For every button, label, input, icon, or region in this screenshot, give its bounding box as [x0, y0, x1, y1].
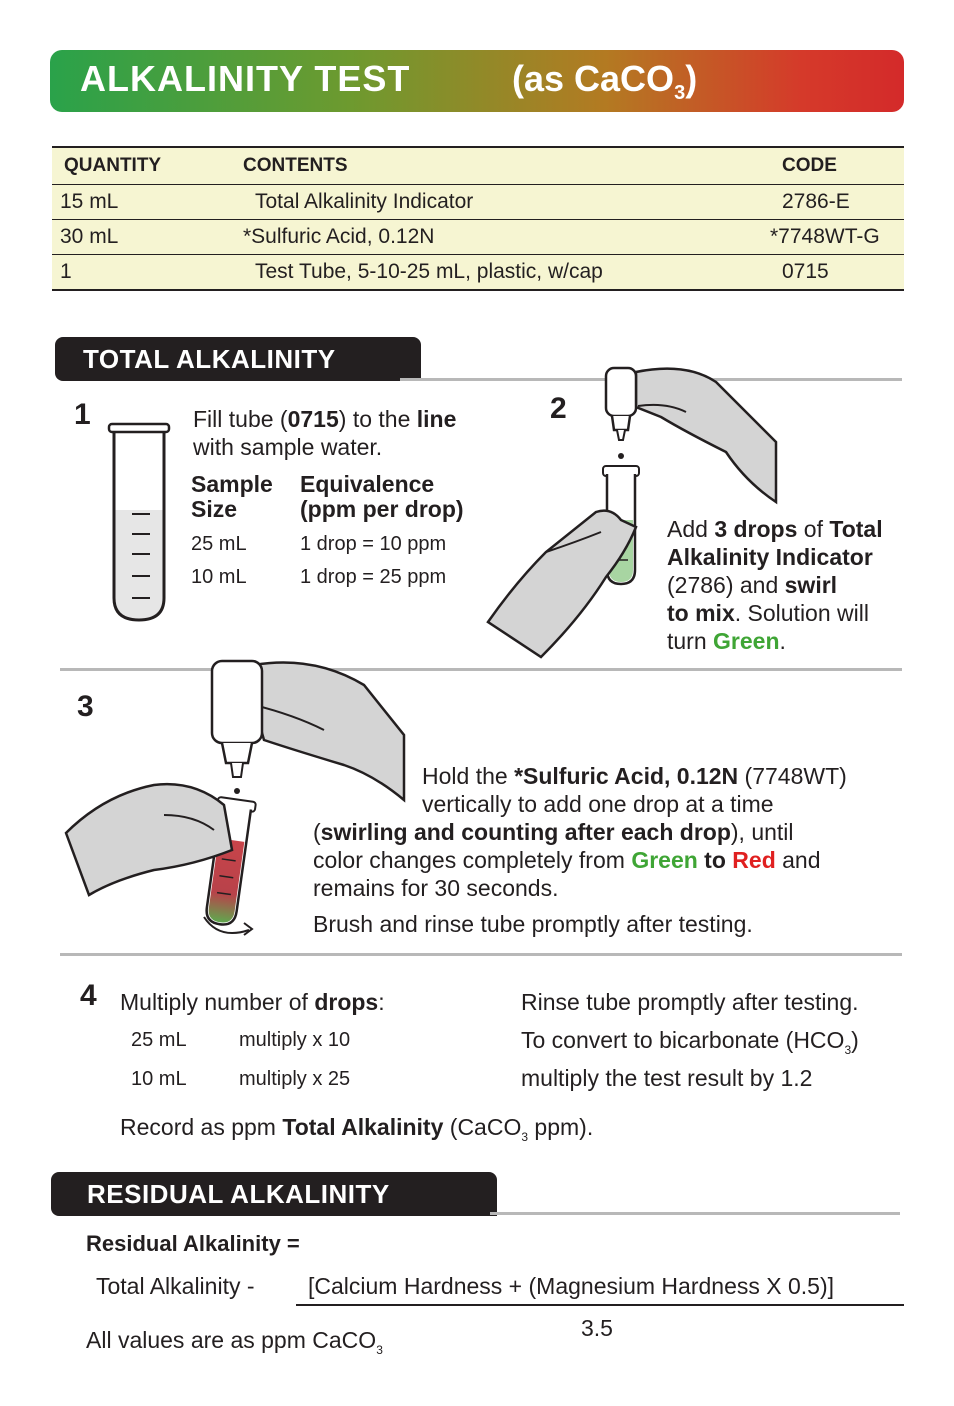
multiplier-value: multiply x 10 — [239, 1029, 351, 1051]
table-cell: *7748WT-G — [764, 220, 904, 255]
formula-divisor: 3.5 — [581, 1315, 613, 1341]
table-row — [52, 255, 904, 291]
step-2-number: 2 — [550, 392, 567, 425]
multiplier-sample: 10 mL — [131, 1068, 187, 1090]
step-4-instruction: Multiply number of drops: — [120, 989, 385, 1015]
table-cell: 30 mL — [52, 220, 233, 255]
residual-alkalinity-heading: RESIDUAL ALKALINITY — [51, 1172, 497, 1216]
page-title: ALKALINITY TEST — [80, 58, 411, 99]
sample-size-value: 10 mL — [191, 566, 247, 588]
fraction-bar — [296, 1304, 904, 1306]
step-2-instruction: Add 3 drops of Total Alkalinity Indicator (2786) and swirl to mix. Solution will turn Green. — [667, 516, 883, 654]
section-divider — [490, 1212, 900, 1215]
equivalence-value: 1 drop = 25 ppm — [300, 566, 447, 588]
step-1-instruction: Fill tube (0715) to the line — [193, 406, 457, 432]
equivalence-header: Equivalence (ppm per drop) — [300, 471, 464, 522]
column-header-code: CODE — [764, 147, 904, 185]
table-row — [52, 185, 904, 220]
multiplier-sample: 25 mL — [131, 1029, 187, 1051]
equivalence-value: 1 drop = 10 ppm — [300, 533, 447, 555]
step-1-number: 1 — [74, 398, 91, 431]
column-header-quantity: QUANTITY — [52, 147, 233, 185]
formula-numerator-left: Total Alkalinity - — [96, 1273, 255, 1299]
table-row — [52, 220, 904, 255]
multiplier-value: multiply x 25 — [239, 1068, 351, 1090]
formula-numerator-right: [Calcium Hardness + (Magnesium Hardness X 0.5)] — [308, 1273, 835, 1299]
section-divider — [60, 953, 902, 956]
table-cell: 0715 — [764, 255, 904, 291]
step-3-instruction: Hold the *Sulfuric Acid, 0.12N (7748WT) vertically to add one drop at a time — [422, 763, 847, 817]
total-alkalinity-heading: TOTAL ALKALINITY — [55, 337, 421, 381]
step-3-instruction-cont: (swirling and counting after each drop), until color changes completely from Green to Red and remains for 30 seconds. — [313, 819, 821, 901]
step-3-number: 3 — [77, 690, 94, 723]
table-cell: Test Tube, 5-10-25 mL, plastic, w/cap — [233, 255, 764, 291]
record-instruction: Record as ppm Total Alkalinity (CaCO$_3$ ppm). — [120, 1114, 594, 1144]
table-cell: Total Alkalinity Indicator — [233, 185, 764, 220]
step-3-rinse-note: Brush and rinse tube promptly after testing. — [313, 911, 753, 937]
contents-table — [52, 146, 904, 291]
table-cell: 2786-E — [764, 185, 904, 220]
column-header-contents: CONTENTS — [233, 147, 764, 185]
rinse-note: Rinse tube promptly after testing. — [521, 989, 859, 1015]
test-tube-icon — [104, 418, 174, 626]
page-subtitle: (as CaCO$_3$) — [512, 58, 698, 104]
bicarbonate-note: To convert to bicarbonate $(HCO_3)$ multiply the test result by 1.2 — [521, 1027, 859, 1091]
table-header-row — [52, 147, 904, 185]
sample-size-value: 25 mL — [191, 533, 247, 555]
step-4-number: 4 — [80, 979, 97, 1012]
table-cell: 1 — [52, 255, 233, 291]
sample-size-header: Sample Size — [191, 471, 273, 522]
table-cell: *Sulfuric Acid, 0.12N — [233, 220, 764, 255]
step-1-instruction-line2: with sample water. — [193, 434, 383, 460]
table-cell: 15 mL — [52, 185, 233, 220]
units-note: All values are as ppm CaCO$_3$ — [86, 1327, 383, 1357]
residual-formula-label: Residual Alkalinity = — [86, 1231, 300, 1256]
